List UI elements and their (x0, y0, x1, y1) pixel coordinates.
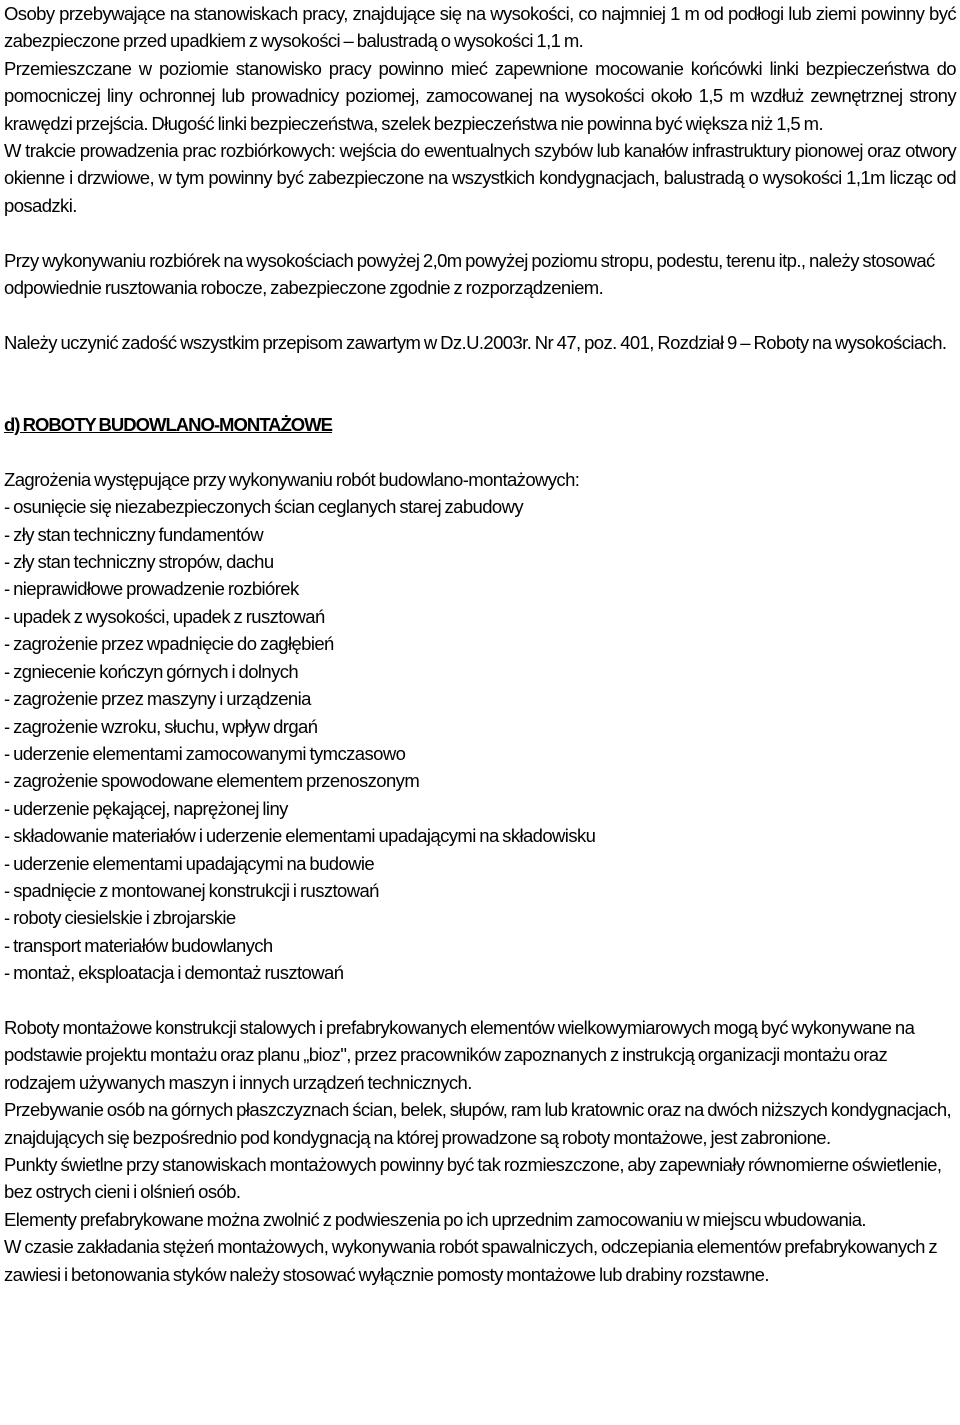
hazard-item: - montaż, eksploatacja i demontaż rusztowań (4, 962, 344, 984)
spacer (4, 987, 956, 1014)
spacer (4, 219, 956, 246)
intro-paragraph-demolition: W trakcie prowadzenia prac rozbiórkowych: wejścia do ewentualnych szybów lub kanałów infrastruktury pionowej oraz otwory okienne i drzwiowe, w tym powinny być zabezpieczone na wszystkich kondygnacjach, balustradą o wysokości 1,1m licząc od posadzki. (4, 140, 956, 216)
hazards-list (4, 493, 956, 986)
hazard-item: - uderzenie pękającej, naprężonej liny (4, 797, 288, 819)
hazard-item: - nieprawidłowe prowadzenie rozbiórek (4, 578, 299, 600)
hazard-item: - transport materiałów budowlanych (4, 934, 273, 956)
intro-paragraph-safety-line: Przemieszczane w poziomie stanowisko pracy powinno mieć zapewnione mocowanie końcówki linki bezpieczeństwa do pomocniczej liny ochronnej lub prowadnicy poziomej, zamocowanej na wysokości około 1,5 m wzdłuż zewnętrznej strony krawędzi przejścia. Długość linki bezpieczeństwa, szelek bezpieczeństwa nie powinna być większa niż 1,5 m. (4, 57, 956, 134)
hazard-item: - roboty ciesielskie i zbrojarskie (4, 907, 236, 929)
spacer (4, 356, 956, 411)
intro-paragraph-regulations: Należy uczynić zadość wszystkim przepisom zawartym w Dz.U.2003r. Nr 47, poz. 401, Rozdział 9 – Roboty na wysokościach. (4, 331, 947, 353)
hazard-item: - spadnięcie z montowanej konstrukcji i rusztowań (4, 879, 379, 901)
section-paragraph-lighting: Punkty świetlne przy stanowiskach montażowych powinny być tak rozmieszczone, aby zapewniały równomierne oświetlenie, bez ostrych cieni i olśnień osób. (4, 1153, 942, 1203)
section-paragraph-assembly: Roboty montażowe konstrukcji stalowych i prefabrykowanych elementów wielkowymiarowych mogą być wykonywane na podstawie projektu montażu oraz planu „bioz", przez pracowników zapoznanych z instrukcją organizacji montażu oraz rodzajem używanych maszyn i innych urządzeń technicznych. (4, 1016, 915, 1093)
hazard-item: - uderzenie elementami upadającymi na budowie (4, 852, 375, 874)
hazard-item: - zagrożenie przez maszyny i urządzenia (4, 688, 311, 710)
hazard-item: - uderzenie elementami zamocowanymi tymczasowo (4, 742, 406, 764)
hazard-item: - upadek z wysokości, upadek z rusztowań (4, 605, 325, 627)
hazard-item: - zagrożenie spowodowane elementem przenoszonym (4, 770, 420, 792)
hazard-item: - zagrożenie wzroku, słuchu, wpływ drgań (4, 715, 318, 737)
hazard-item: - zły stan techniczny stropów, dachu (4, 551, 274, 573)
hazard-item: - zgniecenie kończyn górnych i dolnych (4, 660, 299, 682)
hazard-item: - zły stan techniczny fundamentów (4, 523, 263, 545)
spacer (4, 438, 956, 465)
document-page (4, 0, 956, 1288)
intro-paragraph-fall-protection: Osoby przebywające na stanowiskach pracy, znajdujące się na wysokości, co najmniej 1 m od podłogi lub ziemi powinny być zabezpieczone przed upadkiem z wysokości – balustradą o wysokości 1,1 m. (4, 3, 956, 52)
intro-paragraph-scaffolding: Przy wykonywaniu rozbiórek na wysokościach powyżej 2,0m powyżej poziomu stropu, podestu, terenu itp., należy stosować odpowiednie rusztowania robocze, zabezpieczone zgodnie z rozporządzeniem. (4, 249, 935, 299)
section-paragraph-platforms: W czasie zakładania stężeń montażowych, wykonywania robót spawalniczych, odczepiania elementów prefabrykowanych z zawiesi i betonowania styków należy stosować wyłącznie pomosty montażowe lub drabiny rozstawne. (4, 1236, 938, 1285)
hazard-item: - osunięcie się niezabezpieczonych ścian ceglanych starej zabudowy (4, 496, 523, 518)
section-paragraph-prefab: Elementy prefabrykowane można zwolnić z podwieszenia po ich uprzednim zamocowaniu w miejscu wbudowania. (4, 1208, 866, 1230)
hazard-item: - zagrożenie przez wpadnięcie do zagłębień (4, 633, 334, 655)
hazards-intro: Zagrożenia występujące przy wykonywaniu robót budowlano-montażowych: (4, 468, 580, 490)
section-paragraph-presence: Przebywanie osób na górnych płaszczyznach ścian, belek, słupów, ram lub kratownic oraz na dwóch niższych kondygnacjach, znajdujących się bezpośrednio pod kondygnacją na której prowadzone są roboty montażowe, jest zabronione. (4, 1099, 952, 1148)
section-heading: d) ROBOTY BUDOWLANO-MONTAŻOWE (4, 414, 332, 436)
hazard-item: - składowanie materiałów i uderzenie elementami upadającymi na składowisku (4, 825, 596, 847)
spacer (4, 301, 956, 328)
